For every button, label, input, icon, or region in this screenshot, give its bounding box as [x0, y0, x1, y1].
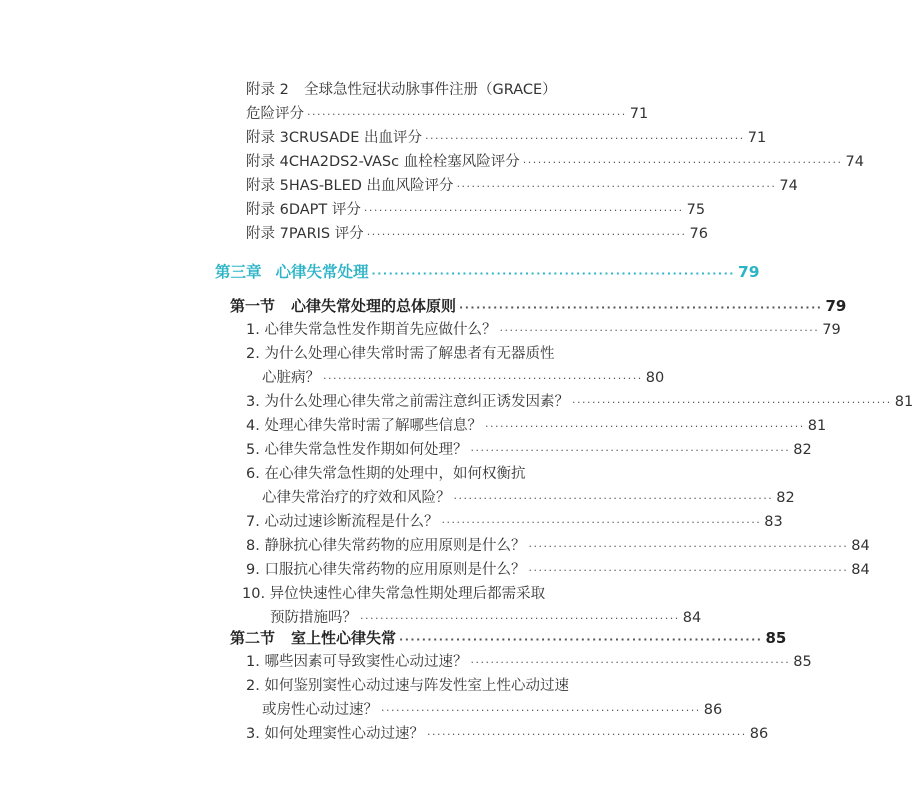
page-number: 84 [851, 562, 870, 578]
page-number: 81 [807, 418, 827, 434]
entry-title: 心脏病？ [262, 370, 320, 386]
leader-dots: ································································ [424, 132, 745, 145]
leader-dots: ································································ [484, 420, 805, 433]
entry-title: 8. 静脉抗心律失常药物的应用原则是什么？ [246, 538, 526, 554]
section-label: 第一节 [230, 297, 276, 315]
toc-item [246, 320, 841, 340]
leader-dots: ································································ [453, 492, 774, 505]
appendix-label: 附录 2 [246, 82, 289, 98]
chapter-title: 心律失常处理 [275, 263, 369, 281]
entry-title: 全球急性冠状动脉事件注册（GRACE） [304, 82, 557, 98]
entry-title: 1. 心律失常急性发作期首先应做什么？ [246, 322, 497, 338]
leader-dots: ································································ [381, 704, 701, 717]
leader-dots: ································································ [528, 540, 849, 553]
toc-item [246, 652, 812, 672]
entry-title: DAPT 评分 [288, 202, 361, 218]
leader-dots: ································································ [459, 301, 823, 314]
leader-dots: ································································ [470, 656, 791, 669]
toc-item [246, 676, 604, 696]
entry-title: 危险评分 [246, 106, 304, 122]
page-number: 74 [779, 178, 798, 194]
entry-title: 预防措施吗？ [270, 610, 357, 626]
toc-chapter-3 [215, 262, 760, 282]
page-number: 85 [765, 629, 787, 647]
leader-dots: ································································ [528, 564, 849, 577]
leader-dots: ································································ [426, 728, 747, 741]
appendix-label: 附录 4 [246, 154, 289, 170]
toc-item [246, 560, 870, 580]
leader-dots: ································································ [363, 204, 684, 217]
page-number: 81 [894, 394, 913, 410]
toc-appendix-5 [246, 176, 798, 196]
leader-dots: ································································ [323, 372, 643, 385]
toc-appendix-2-cont [246, 104, 649, 124]
toc-item [246, 512, 783, 532]
toc-appendix-6 [246, 200, 706, 220]
entry-title: 4. 处理心律失常时需了解哪些信息？ [246, 418, 482, 434]
toc-item [246, 392, 913, 412]
leader-dots: ································································ [307, 108, 627, 121]
appendix-label: 附录 5 [246, 178, 289, 194]
toc-item [246, 440, 812, 460]
appendix-label: 附录 3 [246, 130, 289, 146]
appendix-label: 附录 6 [246, 202, 289, 218]
toc-item-cont [262, 700, 723, 720]
leader-dots: ································································ [360, 612, 680, 625]
entry-title: HAS-BLED 出血风险评分 [288, 178, 454, 194]
toc-item [246, 344, 604, 364]
toc-appendix-7 [246, 224, 708, 244]
leader-dots: ································································ [366, 228, 687, 241]
page-number: 86 [703, 702, 723, 718]
page-number: 84 [851, 538, 870, 554]
page-number: 76 [689, 226, 708, 242]
toc-item-cont [262, 488, 795, 508]
page-number: 79 [822, 322, 841, 338]
entry-title: 1. 哪些因素可导致窦性心动过速？ [246, 654, 468, 670]
entry-title: CHA2DS2-VASc 血栓栓塞风险评分 [288, 154, 520, 170]
leader-dots: ································································ [441, 516, 762, 529]
leader-dots: ································································ [571, 396, 892, 409]
toc-item-cont [270, 608, 702, 628]
toc-item [246, 464, 604, 484]
leader-dots: ································································ [499, 324, 820, 337]
page-number: 74 [845, 154, 864, 170]
section-label: 第二节 [230, 629, 276, 647]
page-number: 84 [682, 610, 702, 626]
toc-item [246, 416, 827, 436]
leader-dots: ································································ [399, 633, 763, 646]
section-title: 心律失常处理的总体原则 [291, 297, 457, 315]
toc-appendix-4 [246, 152, 864, 172]
toc-item [246, 724, 769, 744]
page-number: 80 [645, 370, 665, 386]
leader-dots: ································································ [456, 180, 777, 193]
toc-item [246, 536, 870, 556]
entry-title: 5. 心律失常急性发作期如何处理？ [246, 442, 468, 458]
chapter-label: 第三章 [215, 263, 262, 281]
toc-section-1 [230, 296, 847, 316]
page-number: 71 [629, 106, 649, 122]
entry-title: 2. 为什么处理心律失常时需了解患者有无器质性 [246, 346, 555, 362]
entry-title: 6. 在心律失常急性期的处理中，如何权衡抗 [246, 466, 526, 482]
toc-item [242, 584, 604, 604]
page-number: 79 [737, 263, 760, 281]
entry-title: 3. 如何处理窦性心动过速？ [246, 726, 424, 742]
toc-section-2 [230, 628, 787, 648]
page-number: 83 [764, 514, 783, 530]
leader-dots: ································································ [470, 444, 791, 457]
page-number: 85 [793, 654, 812, 670]
entry-title: CRUSADE 出血评分 [288, 130, 422, 146]
page-number: 79 [825, 297, 847, 315]
entry-title: 9. 口服抗心律失常药物的应用原则是什么？ [246, 562, 526, 578]
toc-appendix-3 [246, 128, 767, 148]
toc-appendix-2 [246, 80, 604, 100]
page-number: 86 [749, 726, 769, 742]
page-number: 75 [686, 202, 706, 218]
toc-item-cont [262, 368, 665, 388]
page-number: 82 [793, 442, 812, 458]
entry-title: 或房性心动过速？ [262, 702, 378, 718]
entry-title: 7. 心动过速诊断流程是什么？ [246, 514, 439, 530]
leader-dots: ································································ [371, 267, 735, 280]
leader-dots: ································································ [522, 156, 843, 169]
section-title: 室上性心律失常 [291, 629, 397, 647]
page-number: 82 [776, 490, 795, 506]
entry-title: 心律失常治疗的疗效和风险？ [262, 490, 451, 506]
entry-title: 3. 为什么处理心律失常之前需注意纠正诱发因素？ [246, 394, 569, 410]
page-number: 71 [747, 130, 767, 146]
entry-title: 10. 异位快速性心律失常急性期处理后都需采取 [242, 586, 546, 602]
entry-title: PARIS 评分 [288, 226, 364, 242]
entry-title: 2. 如何鉴别窦性心动过速与阵发性室上性心动过速 [246, 678, 569, 694]
appendix-label: 附录 7 [246, 226, 289, 242]
